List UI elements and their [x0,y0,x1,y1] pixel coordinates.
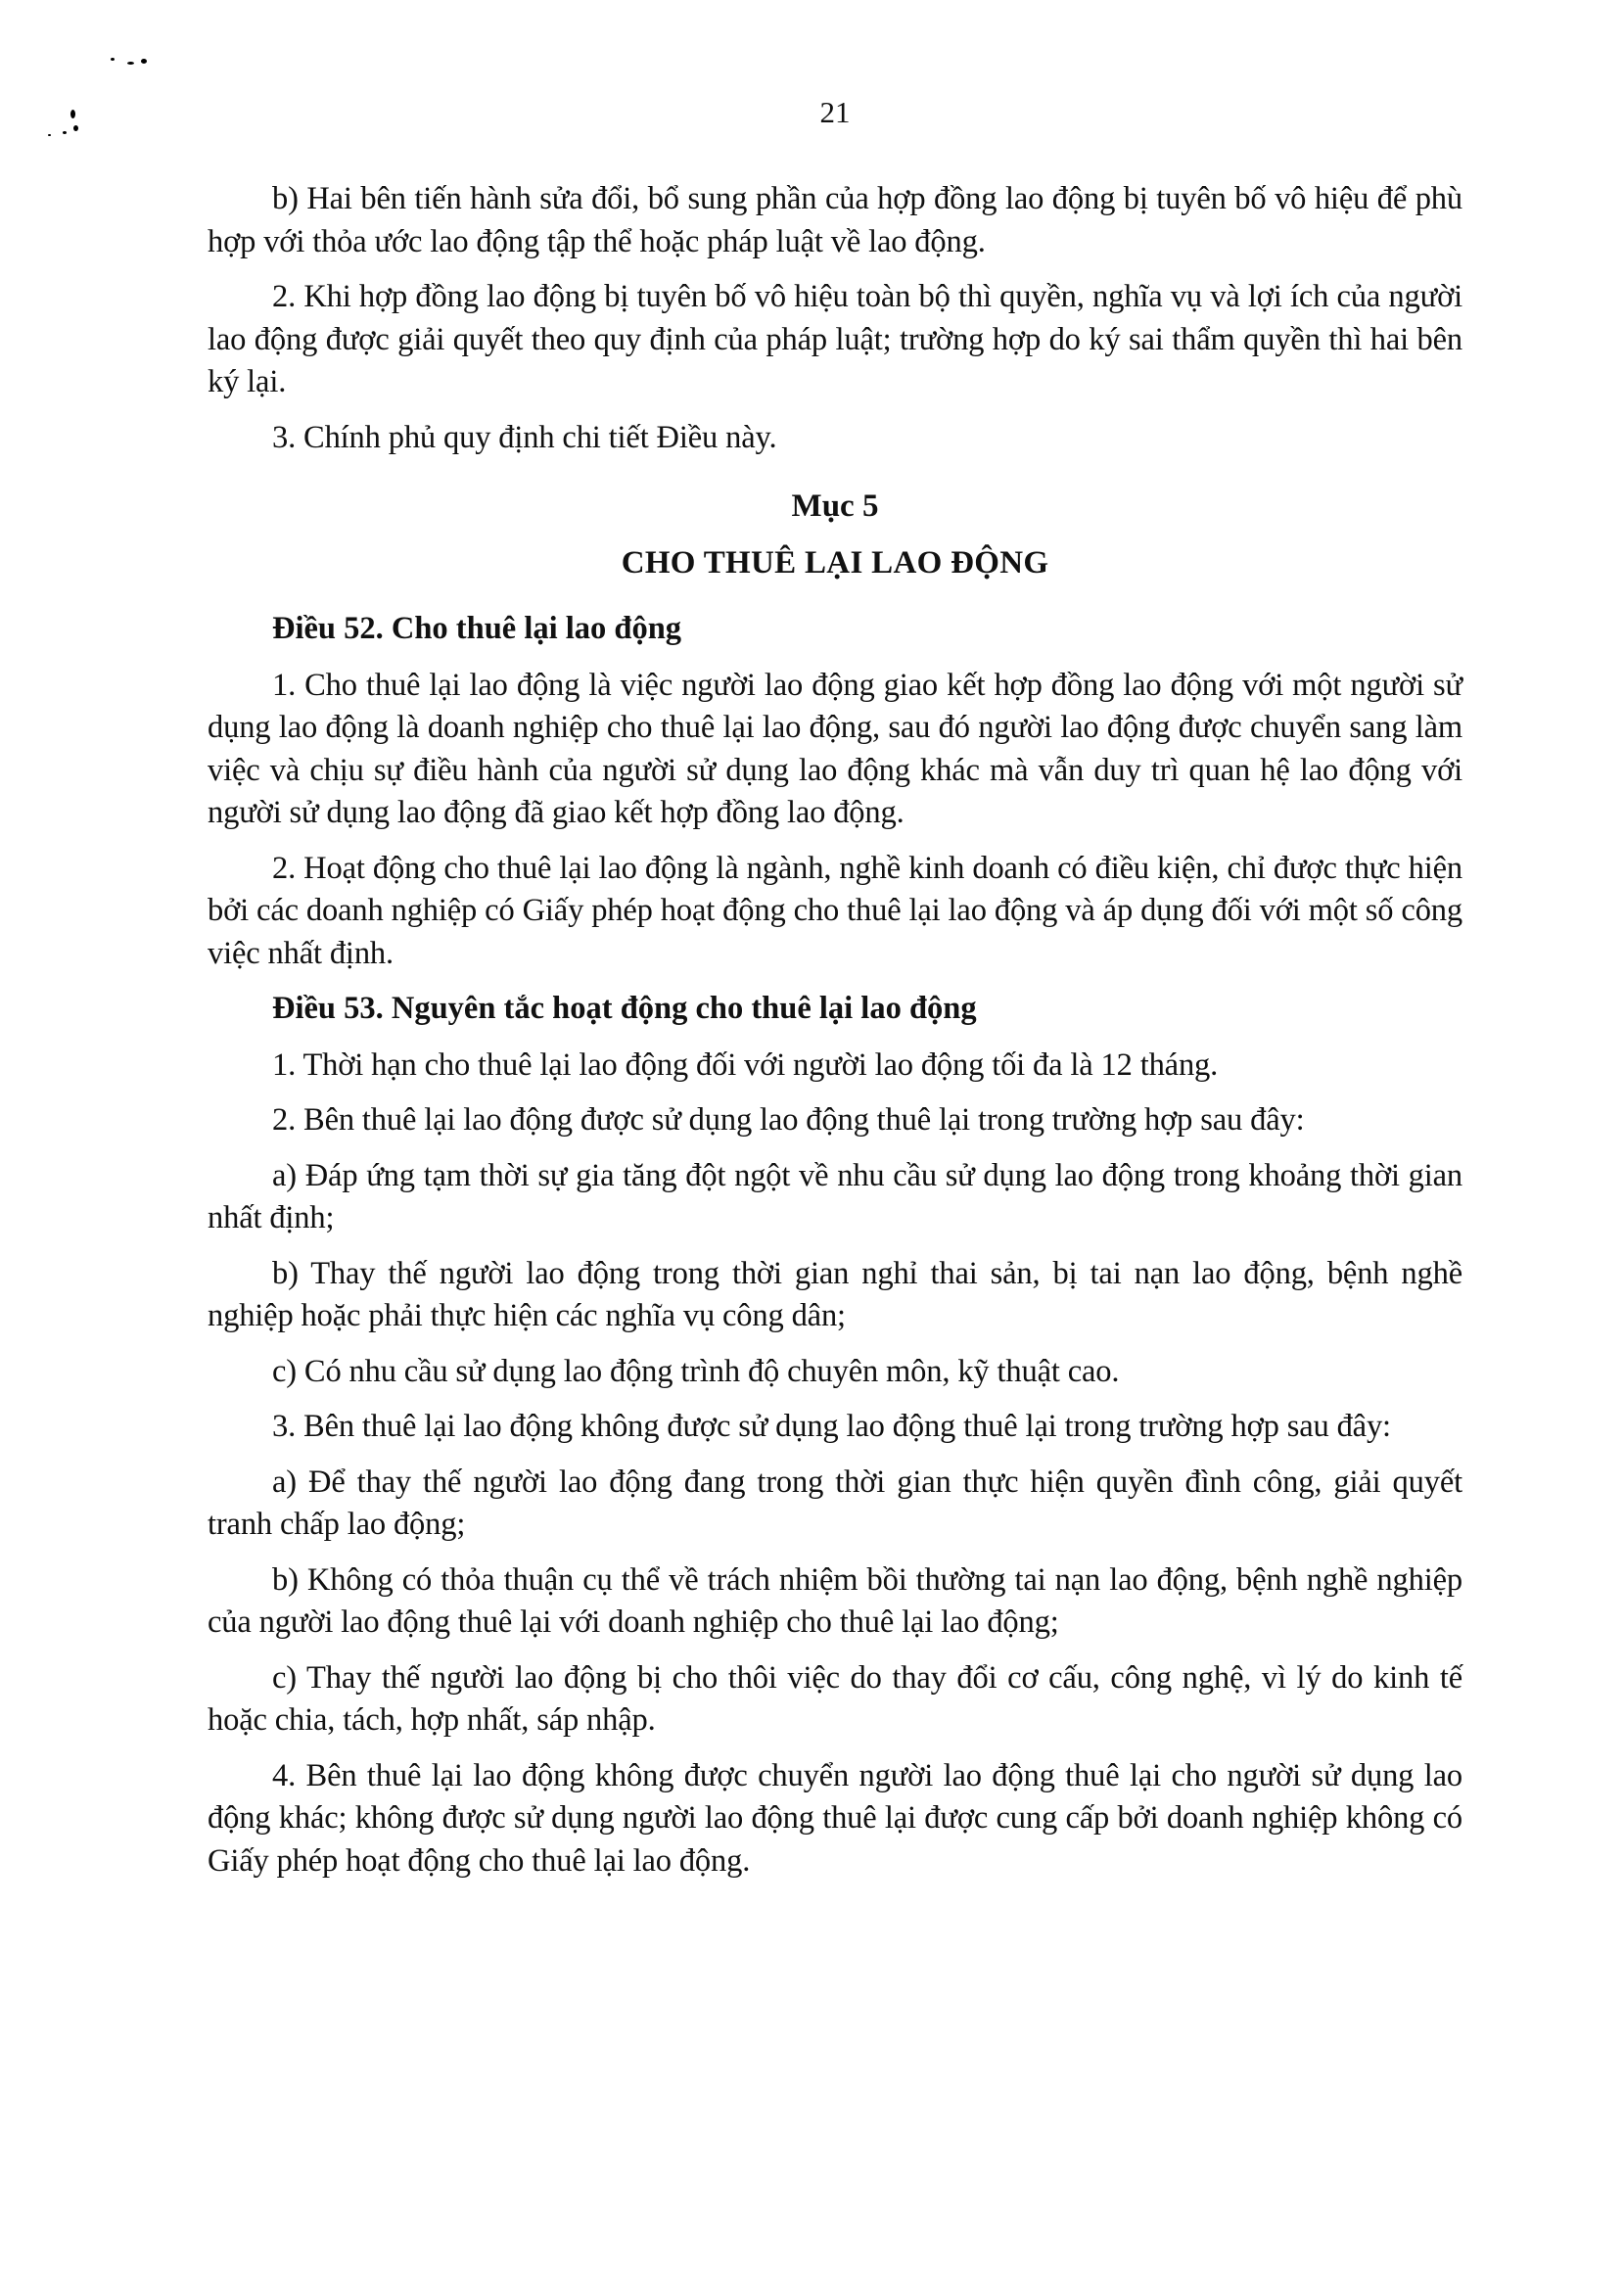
paragraph-art51-b: b) Hai bên tiến hành sửa đổi, bổ sung phần của hợp đồng lao động bị tuyên bố vô hiệu để phù hợp với thỏa ước lao động tập thể hoặc pháp luật về lao động. [208,181,1462,259]
article-53-point: a) Đáp ứng tạm thời sự gia tăng đột ngột về nhu cầu sử dụng lao động trong khoảng thời gian nhất định; [208,1157,1462,1235]
scan-speck [127,62,134,65]
article-53-clause: 1. Thời hạn cho thuê lại lao động đối với người lao động tối đa là 12 tháng. [272,1046,1219,1083]
scan-speck [111,58,115,61]
paragraph-art51-2: 2. Khi hợp đồng lao động bị tuyên bố vô hiệu toàn bộ thì quyền, nghĩa vụ và lợi ích của người lao động được giải quyết theo quy định của pháp luật; trường hợp do ký sai thẩm quyền thì hai bên ký lại. [208,279,1462,399]
paragraph-art51-3: 3. Chính phủ quy định chi tiết Điều này. [272,419,777,455]
scan-speck [141,59,147,64]
article-52-heading: Điều 52. Cho thuê lại lao động [272,611,682,646]
article-53-point: b) Thay thế người lao động trong thời gian nghỉ thai sản, bị tai nạn lao động, bệnh nghề nghiệp hoặc phải thực hiện các nghĩa vụ công dân; [208,1255,1462,1333]
page-number: 21 [819,95,851,129]
article-52-clause: 2. Hoạt động cho thuê lại lao động là ngành, nghề kinh doanh có điều kiện, chỉ được thực hiện bởi các doanh nghiệp có Giấy phép hoạt động cho thuê lại lao động và áp dụng đối với một số công việc nhất định. [208,850,1462,971]
scan-speck [70,110,75,118]
article-53-point: c) Thay thế người lao động bị cho thôi việc do thay đổi cơ cấu, công nghệ, vì lý do kinh tế hoặc chia, tách, hợp nhất, sáp nhập. [208,1659,1462,1738]
section-title: CHO THUÊ LẠI LAO ĐỘNG [621,545,1049,581]
article-53-point: b) Không có thỏa thuận cụ thể về trách nhiệm bồi thường tai nạn lao động, bệnh nghề nghiệp của người lao động thuê lại với doanh nghiệp cho thuê lại lao động; [208,1561,1462,1640]
article-52-clause: 1. Cho thuê lại lao động là việc người lao động giao kết hợp đồng lao động với một người sử dụng lao động là doanh nghiệp cho thuê lại lao động, sau đó người lao động được chuyển sang làm việc và chịu sự điều hành của người sử dụng lao động khác mà vẫn duy trì quan hệ lao động với người sử dụng lao động đã giao kết hợp đồng lao động. [208,667,1462,830]
scan-speck [73,125,78,131]
article-53-clause: 3. Bên thuê lại lao động không được sử dụng lao động thuê lại trong trường hợp sau đây: [272,1409,1391,1444]
section-header [208,485,1462,584]
scan-speck [63,131,67,134]
article-53-heading: Điều 53. Nguyên tắc hoạt động cho thuê lại lao động [272,991,977,1026]
section-label: Mục 5 [791,488,879,524]
document-body [208,178,1462,1895]
article-53-point: c) Có nhu cầu sử dụng lao động trình độ chuyên môn, kỹ thuật cao. [272,1353,1120,1389]
scan-speck [48,134,51,136]
article-53-point: a) Để thay thế người lao động đang trong thời gian thực hiện quyền đình công, giải quyết tranh chấp lao động; [208,1464,1462,1542]
article-53-clause: 2. Bên thuê lại lao động được sử dụng lao động thuê lại trong trường hợp sau đây: [272,1102,1305,1138]
article-53-clause: 4. Bên thuê lại lao động không được chuyển người lao động thuê lại cho người sử dụng lao động khác; không được sử dụng người lao động thuê lại được cung cấp bởi doanh nghiệp không có Giấy phép hoạt động cho thuê lại lao động. [208,1757,1462,1879]
